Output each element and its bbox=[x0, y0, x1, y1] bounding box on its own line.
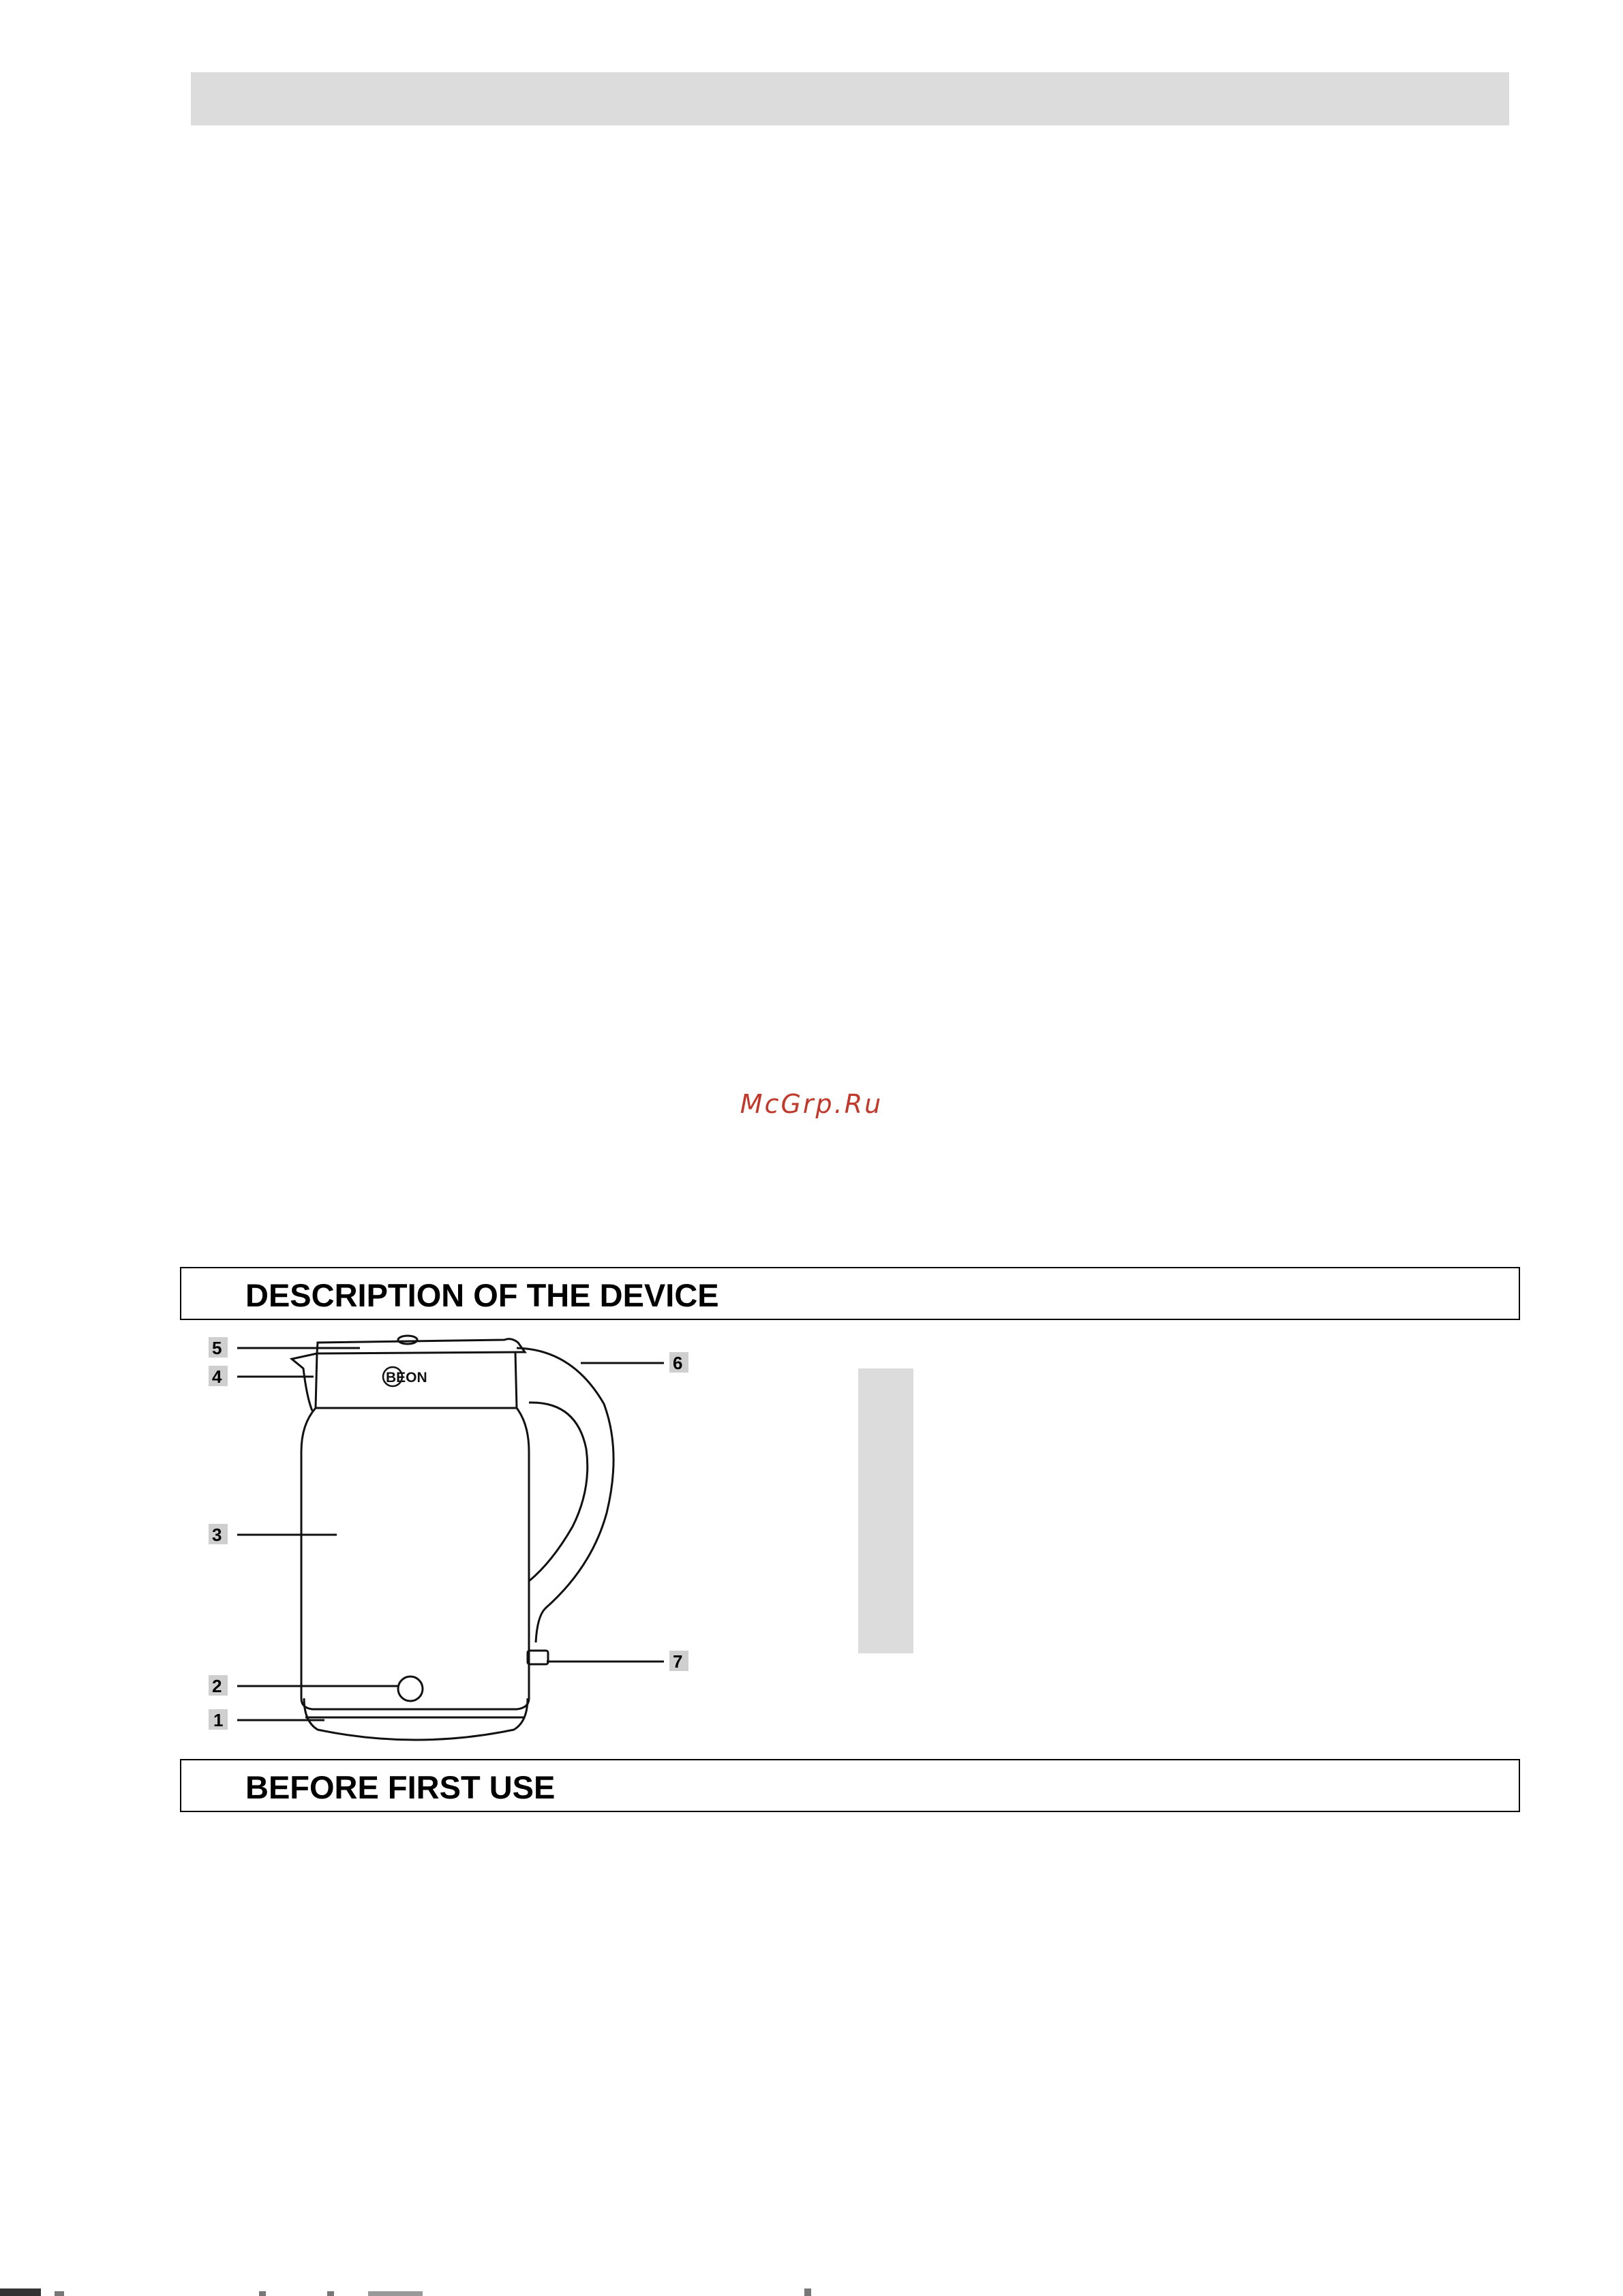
callout-3: 3 bbox=[212, 1525, 222, 1545]
kettle-diagram bbox=[191, 1322, 709, 1758]
edge-mark bbox=[259, 2291, 266, 2296]
brand-logo bbox=[383, 1367, 427, 1386]
edge-mark bbox=[55, 2291, 64, 2296]
switch-lever bbox=[528, 1651, 548, 1664]
edge-mark bbox=[327, 2291, 334, 2296]
kettle-handle-outer bbox=[517, 1348, 613, 1642]
kettle-handle-inner bbox=[529, 1403, 588, 1581]
power-indicator bbox=[398, 1677, 423, 1701]
brand-logo-text: BEON bbox=[386, 1370, 427, 1386]
lid-knob bbox=[398, 1336, 417, 1344]
callout-1: 1 bbox=[213, 1710, 224, 1730]
edge-mark bbox=[0, 2289, 41, 2296]
kettle-spout bbox=[292, 1353, 317, 1411]
section-header-before-first-use bbox=[180, 1759, 1520, 1812]
callout-5: 5 bbox=[212, 1338, 222, 1358]
kettle-illustration bbox=[191, 1322, 709, 1758]
top-grey-band bbox=[191, 72, 1509, 125]
edge-mark bbox=[804, 2289, 811, 2296]
callout-4: 4 bbox=[212, 1366, 222, 1387]
bottom-edge-marks bbox=[0, 2284, 1623, 2296]
section-header-description bbox=[180, 1267, 1520, 1320]
section-title-description: DESCRIPTION OF THE DEVICE bbox=[245, 1277, 719, 1313]
watermark-text: McGrp.Ru bbox=[740, 1089, 883, 1119]
kettle-body bbox=[301, 1408, 529, 1709]
kettle-lid bbox=[317, 1339, 525, 1353]
edge-mark bbox=[368, 2291, 423, 2296]
kettle-base bbox=[304, 1698, 528, 1740]
section-title-before-first-use: BEFORE FIRST USE bbox=[245, 1769, 556, 1805]
watermark bbox=[0, 1089, 1623, 1119]
callout-7: 7 bbox=[673, 1651, 683, 1672]
callout-6: 6 bbox=[673, 1353, 683, 1373]
side-grey-band bbox=[858, 1368, 913, 1653]
bottom-edge-marks-svg bbox=[0, 2284, 1623, 2296]
callout-2: 2 bbox=[212, 1676, 222, 1696]
